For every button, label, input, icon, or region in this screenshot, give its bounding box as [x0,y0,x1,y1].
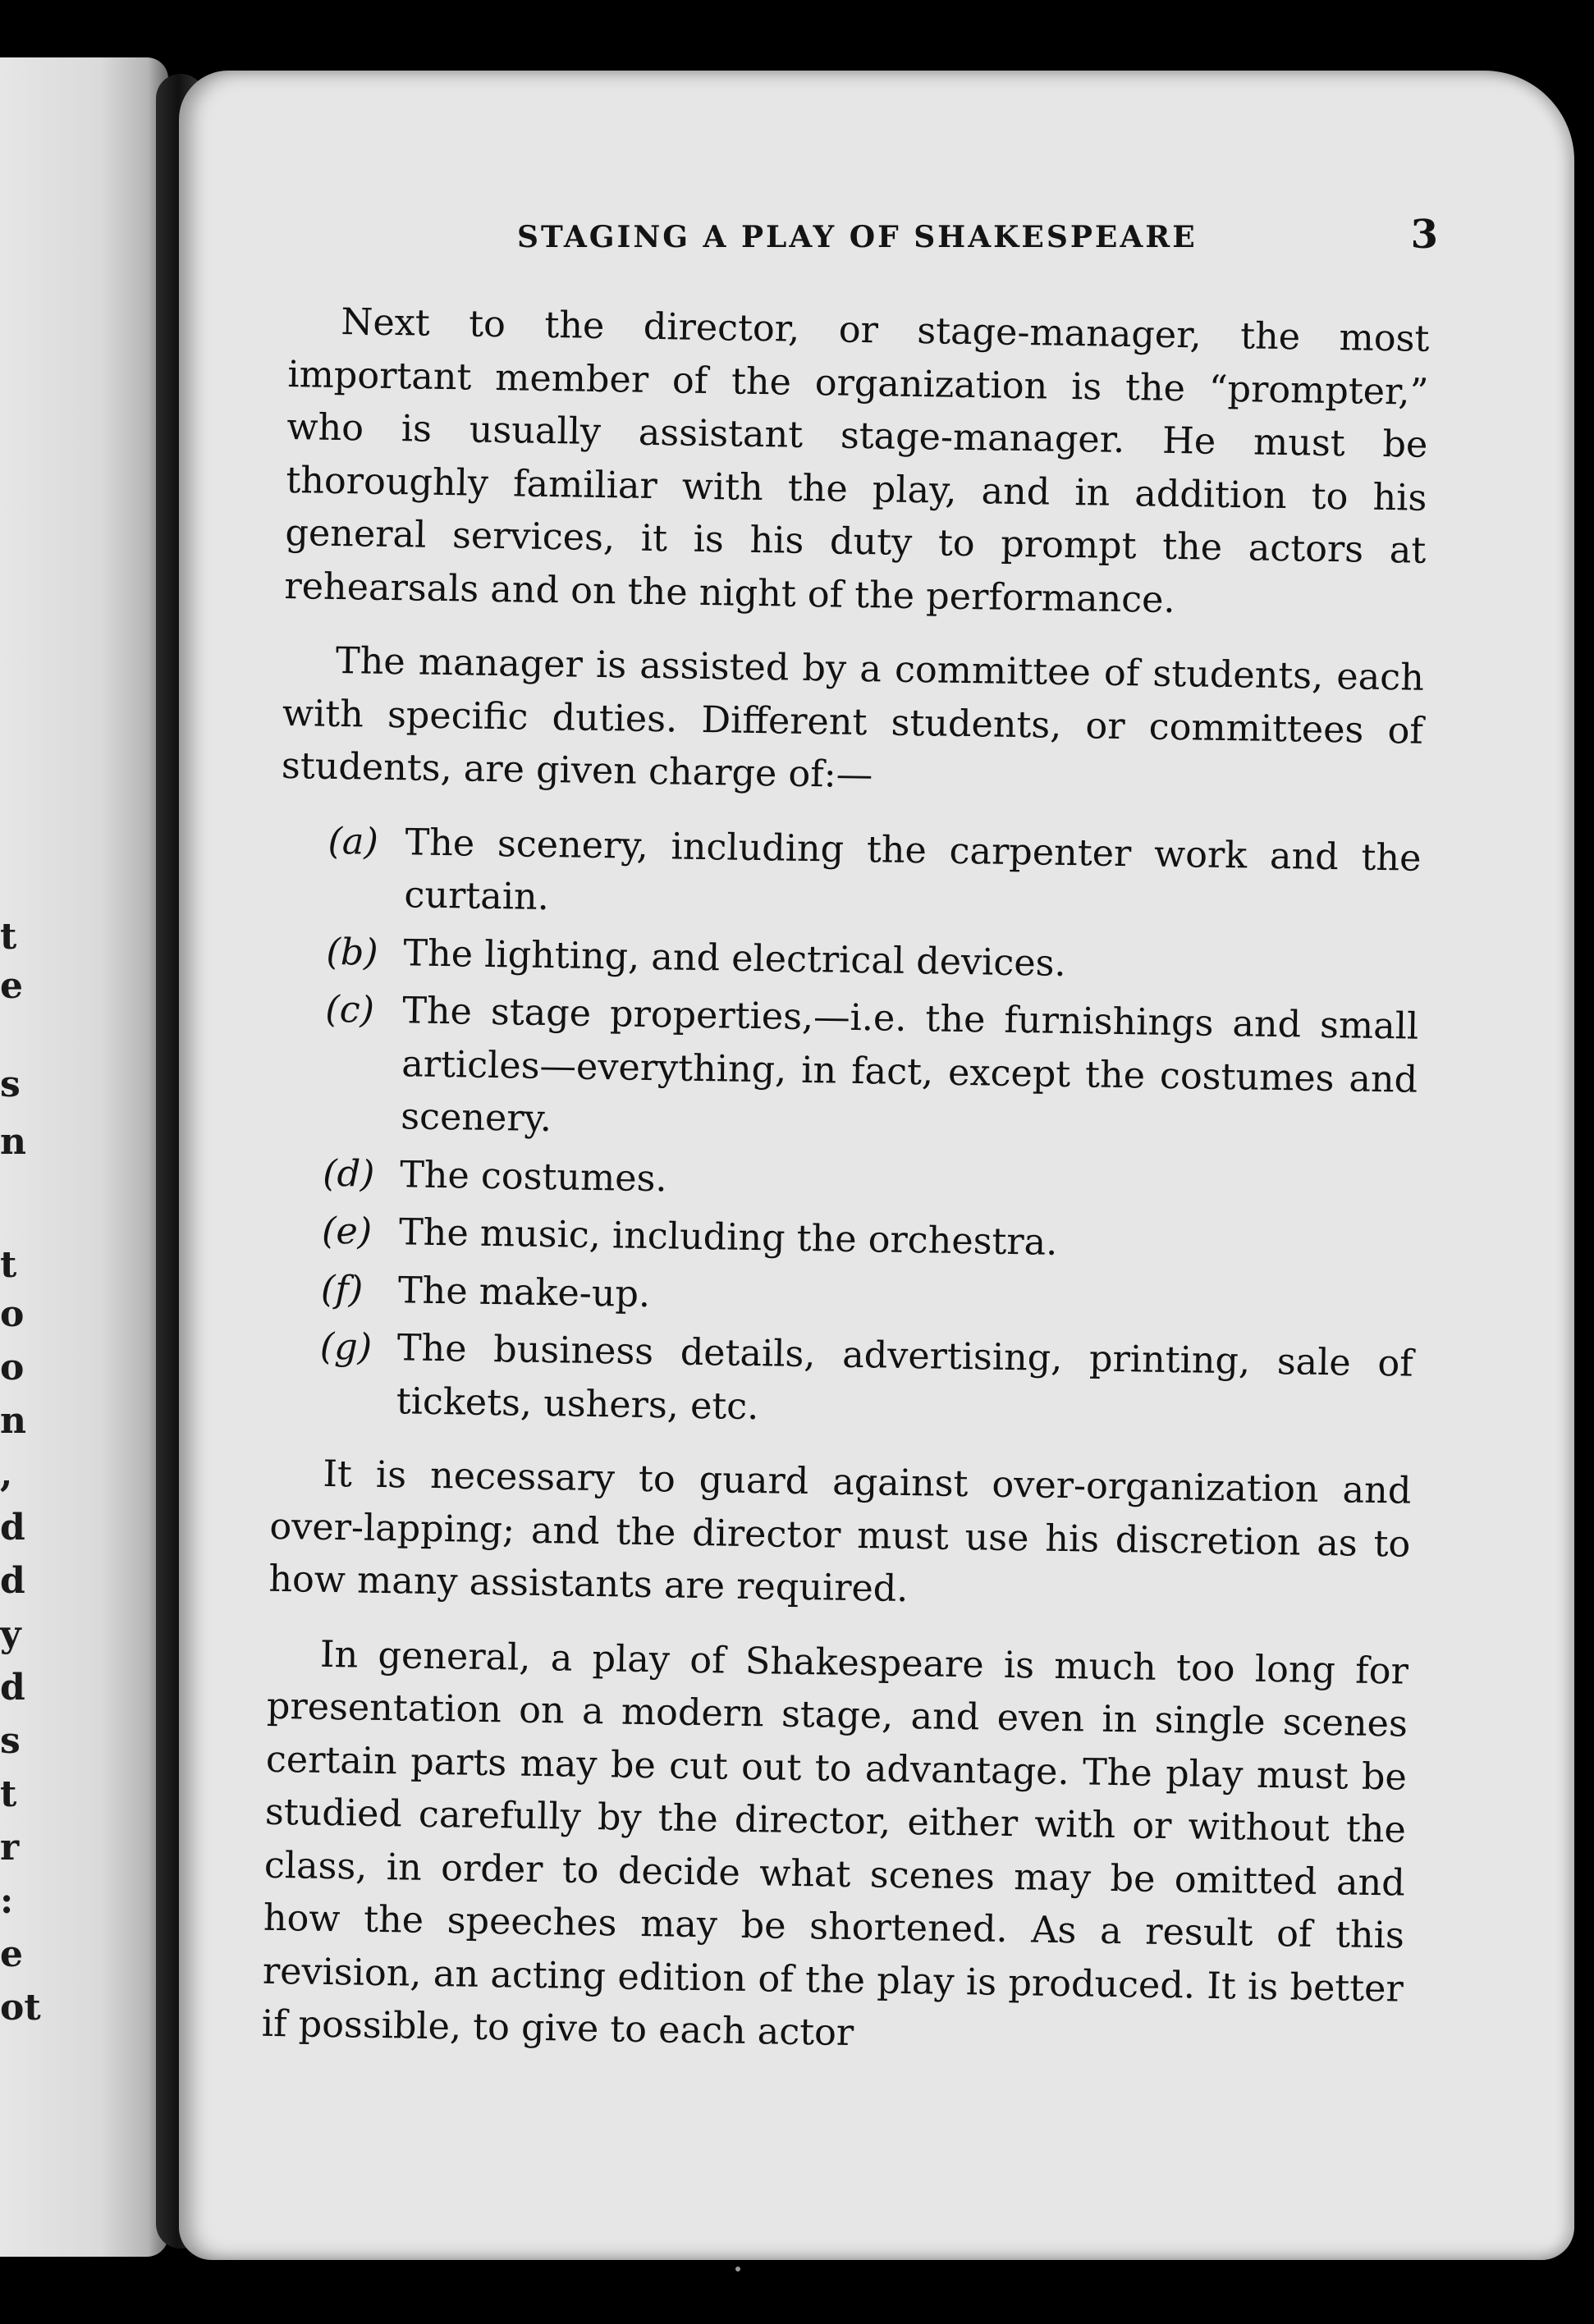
list-item-text: The stage properties,—i.e. the furnishings and small articles—everything, in fact, except the costumes and scenery. [400,990,1419,1141]
left-fragment: n [0,1400,26,1442]
list-item-text: The scenery, including the carpenter work and the curtain. [404,821,1422,919]
paragraph-prompter: Next to the director, or stage-manager, the most important member of the organization is the “prompter,” who is usually assistant stage-manager. He must be thoroughly familiar with the play, and in addition to his general services, it is his duty to prompt the actors at rehearsals and on the night of the performance. [284,301,1430,621]
list-item [276,983,1419,1160]
left-fragment: d [0,1667,25,1709]
page-number: 3 [1410,212,1438,258]
running-head [338,212,1459,264]
left-fragment: t [0,1773,17,1815]
paper-speck [735,2267,740,2271]
left-fragment: t [0,1244,17,1286]
left-fragment: : [0,1880,14,1922]
left-fragment: r [0,1827,20,1869]
paragraph-acting-edition: In general, a play of Shakespeare is much too long for presentation on a modern stage, and even in single scenes certain parts may be cut out to advantage. The play must be studied carefully by the director, either with or without the class, in order to decide what scenes may be omitted and how the speeches may be shortened. As a result of this revision, an acting edition of the play is produced. It is better if possible, to give to each actor [261,1633,1409,2055]
list-item-letter: (b) [326,931,379,974]
page-body [261,295,1430,2090]
list-item-letter: (f) [320,1268,364,1311]
list-item-text: The costumes. [399,1153,667,1200]
left-page-edge [0,57,168,2257]
left-fragment: d [0,1560,25,1602]
list-item [271,1320,1413,1444]
paragraph-committee: The manager is assisted by a committee of students, each with specific duties. Different students, or committees of students, are given charge of:— [281,639,1425,797]
list-item-text: The make-up. [397,1269,651,1315]
list-item-letter: (e) [321,1210,373,1253]
left-fragment: o [0,1347,25,1388]
list-item-text: The lighting, and electrical devices. [403,931,1067,985]
running-title: STAGING A PLAY OF SHAKESPEARE [517,220,1198,254]
left-fragment: t [0,916,17,958]
list-item-letter: (d) [322,1152,375,1196]
list-item-text: The business details, advertising, printing, sale of tickets, ushers, etc. [396,1327,1414,1428]
left-fragment: o [0,1293,25,1335]
left-page-text-fragments [0,57,41,2257]
list-item-letter: (a) [328,820,379,863]
list-item-text: The music, including the orchestra. [398,1211,1058,1264]
left-fragment: , [0,1453,13,1495]
left-fragment: n [0,1121,26,1163]
left-fragment: ot [0,1987,41,2029]
list-item [279,814,1422,938]
left-fragment: e [0,1933,23,1975]
duties-list [271,814,1422,1443]
left-fragment: d [0,1507,25,1549]
list-item-letter: (g) [319,1325,373,1369]
left-fragment: y [0,1613,21,1655]
list-item-letter: (c) [324,988,375,1032]
left-fragment: s [0,1064,21,1105]
left-fragment: e [0,965,23,1007]
paragraph-organization: It is necessary to guard against over-organization and over-lapping; and the director must use his discretion as to how many assistants are required. [268,1452,1412,1611]
left-fragment: s [0,1720,21,1762]
